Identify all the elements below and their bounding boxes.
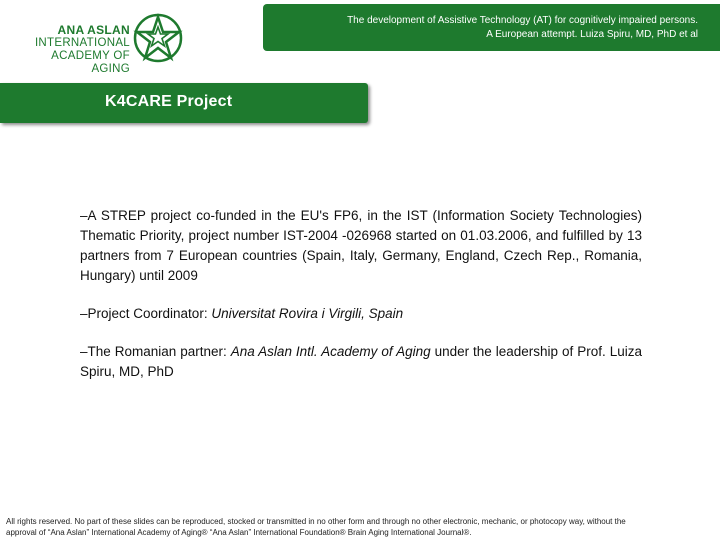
coordinator-label: –Project Coordinator: [80,306,212,321]
slide-title: K4CARE Project [105,93,233,110]
logo-text [10,24,130,76]
partner-suffix: under the leadership of Prof. Luiza Spiru, MD, PhD [80,344,642,379]
paragraph-coordinator [80,304,642,324]
header-line-2: A European attempt. Luiza Spiru, MD, PhD et al [486,29,698,40]
spacer [80,324,642,342]
academy-logo [8,10,198,75]
copyright-footer [6,516,718,538]
footer-line-1: All rights reserved. No part of these slides can be reproduced, stocked or transmitted in no other form and through no other electronic, mechanic, or photocopy way, without the [6,517,626,526]
spacer [80,286,642,304]
partner-value: Ana Aslan Intl. Academy of Aging [230,344,431,359]
partner-label: –The Romanian partner: [80,344,231,359]
header-line-1: The development of Assistive Technology (AT) for cognitively impaired persons. [347,15,698,26]
coordinator-value: Universitat Rovira i Virgili, Spain [211,306,404,321]
footer-line-2: approval of “Ana Aslan” International Academy of Aging® “Ana Aslan” International Foundation® Brain Aging International Journal®. [6,528,472,537]
logo-line-1: ANA ASLAN [57,23,130,37]
paragraph-strep: –A STREP project co-funded in the EU's FP6, in the IST (Information Society Technologies) Thematic Priority, project number IST-2004 -026968 started on 01.03.2006, and fulfilled by 13 partners from 7 European countries (Spain, Italy, Germany, England, Czech Rep., Romania, Hungary) until 2009 [80,208,642,283]
logo-line-3: ACADEMY OF AGING [51,50,130,75]
logo-line-2: INTERNATIONAL [34,37,130,49]
paragraph-romanian-partner [80,342,642,382]
star-emblem-icon [132,12,184,64]
header-banner [263,4,720,51]
slide-content [80,206,642,382]
title-bar [0,83,368,123]
